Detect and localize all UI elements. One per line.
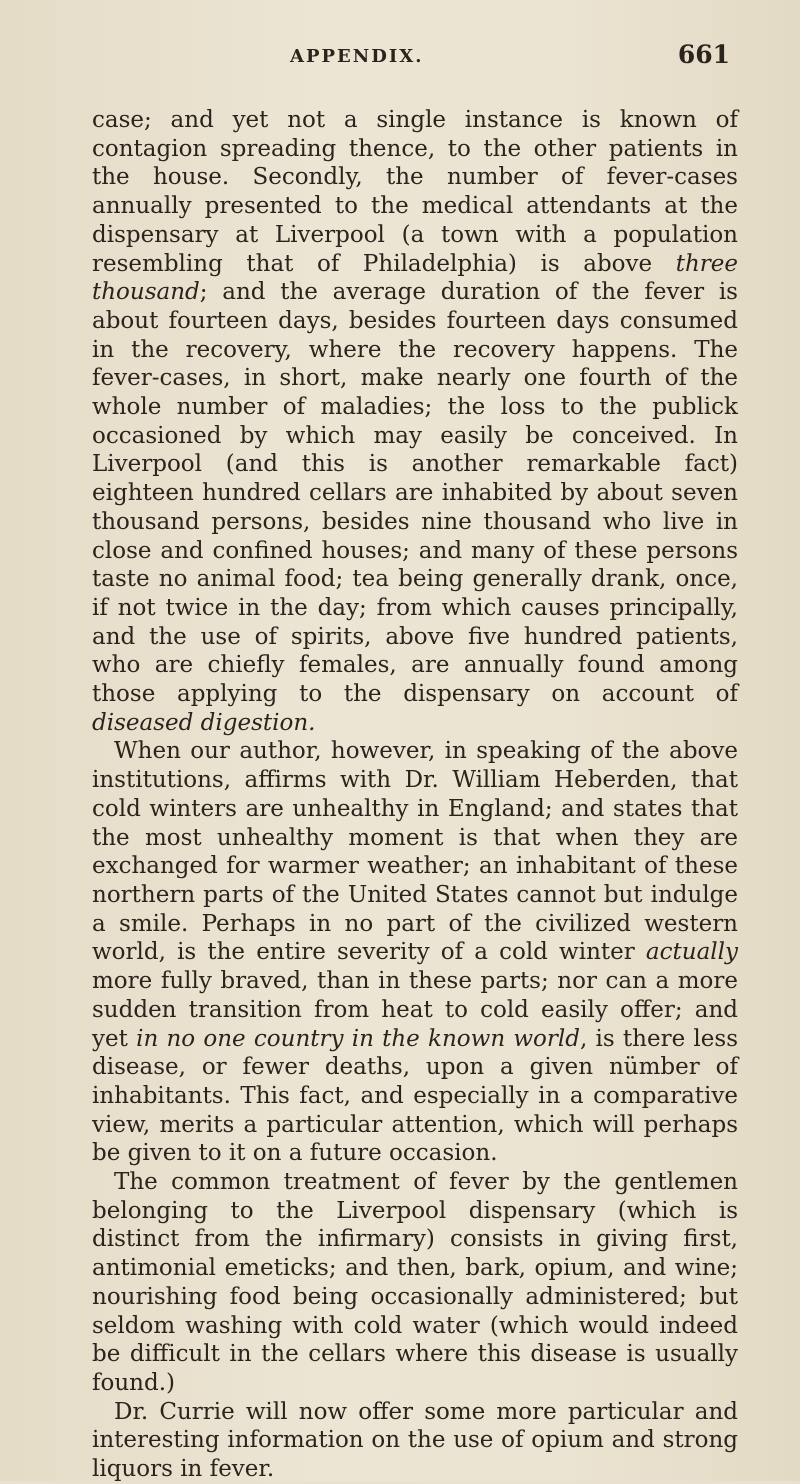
paragraph-1 [92,106,738,737]
paragraph-2 [92,737,738,1168]
emphasis-text: three thousand [92,250,738,306]
running-title: APPENDIX. [290,46,424,67]
paragraph-3 [92,1168,738,1398]
page-number: 661 [677,40,730,69]
text-segment: The common treatment of fever by the gentlemen belonging to the Liverpool dispensary (which is distinct from the infirmary) consists in giving first, antimonial emeticks; and then, bark, opium, and wine; nourishing food being occasionally administered; but seldom washing with cold water (which would indeed be difficult in the cellars where this disease is usually found.) [92,1169,738,1396]
text-segment: more fully braved, than in these parts; nor can a more sudden transition from heat to cold easily offer; and yet [92,968,738,1052]
body-text [92,106,738,1484]
emphasis-text: diseased digestion. [92,709,316,736]
running-head [92,40,738,82]
emphasis-text: in no one country in the known world [136,1025,580,1052]
text-segment: case; and yet not a single instance is known of contagion spreading thence, to the other patients in the house. Secondly, the number of fever-cases annually presented to the medical attendants at the dispensary at Liverpool (a town with a population resembling that of Philadelphia) is above [92,107,738,277]
text-segment: When our author, however, in speaking of the above institutions, affirms with Dr. William Heberden, that cold winters are unhealthy in England; and states that the most unhealthy moment is that when they are exchanged for warmer weather; an inhabitant of these northern parts of the United States cannot but indulge a smile. Perhaps in no part of the civilized western world, is the entire severity of a cold winter [92,738,738,966]
text-segment: , is there less disease, or fewer deaths, upon a given nümber of inhabitants. This fact, and especially in a comparative view, merits a particular attention, which will perhaps be given to it on a future occasion. [92,1025,739,1167]
paragraph-4 [92,1398,738,1484]
text-segment: ; and the average duration of the fever is about fourteen days, besides fourteen days consumed in the recovery, where the recovery happens. The fever-cases, in short, make nearly one fourth of the whole number of maladies; the loss to the publick occasioned by which may easily be conceived. In Liverpool (and this is another remarkable fact) eighteen hundred cellars are inhabited by about seven thousand persons, besides nine thousand who live in close and confined houses; and many of these persons taste no animal food; tea being generally drank, once, if not twice in the day; from which causes principally, and the use of spirits, above five hundred patients, who are chiefly females, are annually found among those applying to the dispensary on account of [92,279,738,708]
text-segment: Dr. Currie will now offer some more particular and interesting information on the use of opium and strong liquors in fever. [92,1398,738,1483]
emphasis-text: actually [645,939,738,966]
